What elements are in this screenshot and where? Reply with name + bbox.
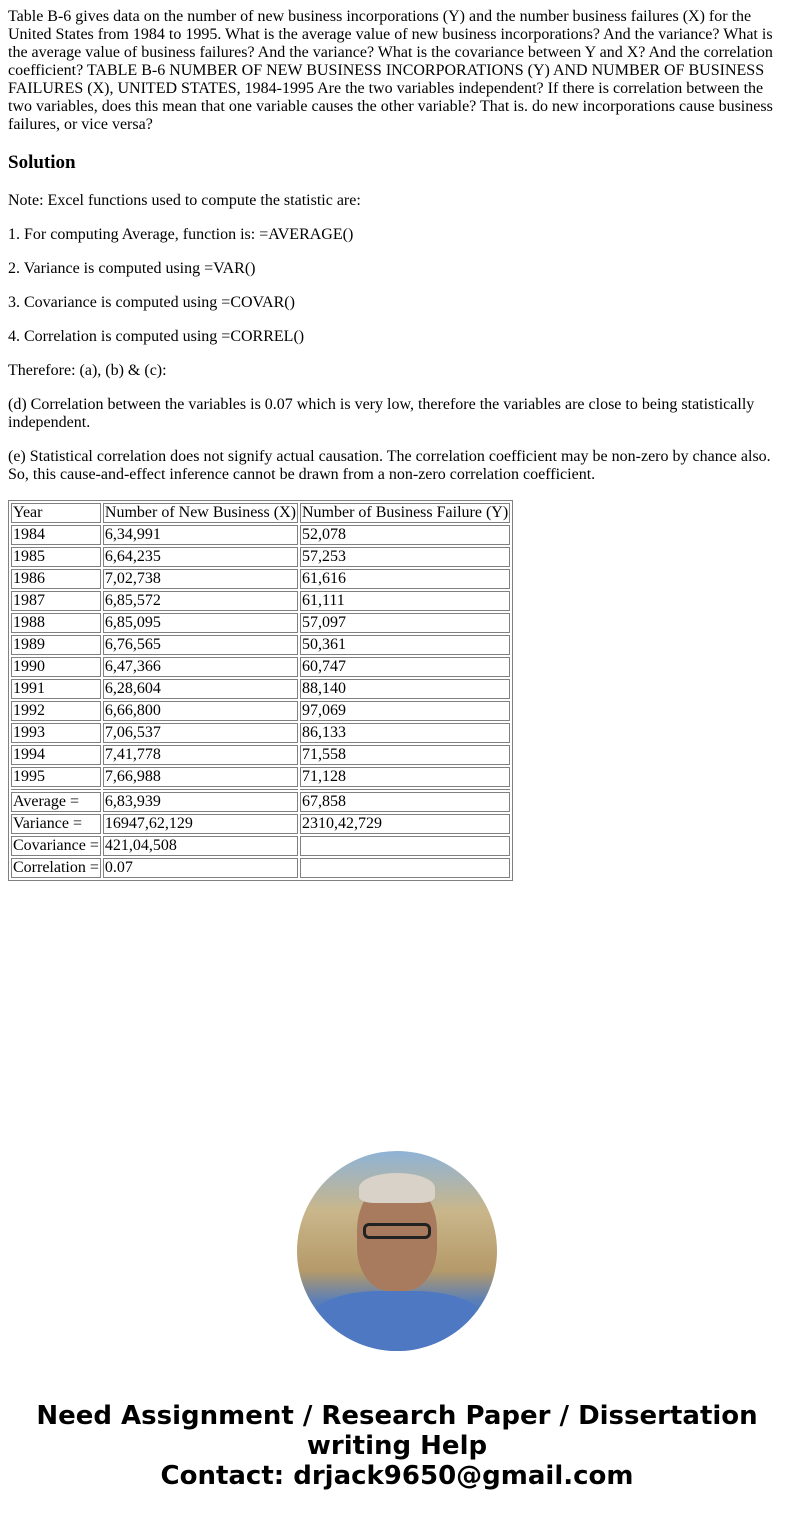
question-text: Table B-6 gives data on the number of new business incorporations (Y) and the number business failures (X) for the United States from 1984 to 1995. What is the average value of new business incorporations? And the variance? What is the average value of business failures? And the variance? What is the covariance between Y and X? And the correlation coefficient? TABLE B-6 NUMBER OF NEW BUSINESS INCORPORATIONS (Y) AND NUMBER OF BUSINESS FAILURES (X), UNITED STATES, 1984-1995 Are the two variables independent? If there is correlation between the two variables, does this mean that one variable causes the other variable? That is. do new incorporations cause business failures, or vice versa?	[8, 8, 773, 133]
table-cell: 61,616	[300, 569, 510, 589]
table-cell: 6,28,604	[103, 679, 298, 699]
table-cell: 50,361	[300, 635, 510, 655]
table-cell: 57,253	[300, 547, 510, 567]
table-cell: 6,85,095	[103, 613, 298, 633]
table-cell: 1989	[11, 635, 101, 655]
solution-heading: Solution	[8, 152, 76, 173]
table-cell: Correlation =	[13, 859, 99, 876]
table-separator	[11, 789, 510, 790]
table-cell: 7,06,537	[103, 723, 298, 743]
table-cell: 6,76,565	[103, 635, 298, 655]
table-cell: Number of Business Failure (Y)	[301, 504, 509, 521]
table-cell: 67,858	[300, 792, 510, 812]
stats-row	[11, 814, 510, 834]
footer-help-text: Need Assignment / Research Paper / Dissertation writing Help	[36, 1401, 758, 1461]
table-cell: 6,34,991	[103, 525, 298, 545]
table-cell: 7,41,778	[103, 745, 298, 765]
table-cell: 71,558	[300, 745, 510, 765]
table-cell: 71,128	[300, 767, 510, 787]
table-cell: 60,747	[300, 657, 510, 677]
table-cell: 52,078	[300, 525, 510, 545]
table-cell: 1985	[11, 547, 101, 567]
table-cell	[300, 836, 510, 856]
solution-paragraph: (e) Statistical correlation does not signify actual causation. The correlation coefficient may be non-zero by chance also. So, this cause-and-effect inference cannot be drawn from a non-zero correlation coefficient.	[8, 448, 771, 483]
table-cell: 0.07	[103, 858, 298, 878]
table-cell: 1995	[11, 767, 101, 787]
table-cell: 6,66,800	[103, 701, 298, 721]
table-row	[11, 547, 510, 567]
data-table	[8, 500, 513, 881]
solution-paragraph: (d) Correlation between the variables is 0.07 which is very low, therefore the variables are close to being statistically independent.	[8, 396, 755, 431]
table-row	[11, 701, 510, 721]
table-row	[11, 591, 510, 611]
table-cell: 97,069	[300, 701, 510, 721]
table-cell: Covariance =	[11, 836, 101, 856]
solution-paragraph: 3. Covariance is computed using =COVAR()	[8, 294, 295, 311]
table-cell: 7,66,988	[103, 767, 298, 787]
table-cell: 88,140	[300, 679, 510, 699]
table-cell: 1986	[11, 569, 101, 589]
table-cell: 1984	[11, 525, 101, 545]
table-cell: 7,02,738	[103, 569, 298, 589]
solution-paragraph: 1. For computing Average, function is: =AVERAGE()	[8, 226, 354, 243]
table-cell: 1994	[11, 745, 101, 765]
table-cell: 16947,62,129	[103, 814, 298, 834]
solution-paragraph: 4. Correlation is computed using =CORREL()	[8, 328, 305, 345]
stats-row	[11, 836, 510, 856]
table-row	[11, 569, 510, 589]
table-row	[11, 525, 510, 545]
table-cell: 1991	[11, 679, 101, 699]
table-row	[11, 745, 510, 765]
footer-contact-text: Contact: drjack9650@gmail.com	[160, 1461, 634, 1491]
table-cell: 6,64,235	[103, 547, 298, 567]
table-cell: Average =	[11, 792, 101, 812]
table-cell: 1992	[11, 701, 101, 721]
table-cell: 61,111	[300, 591, 510, 611]
table-cell: 6,83,939	[103, 792, 298, 812]
solution-paragraph: Therefore: (a), (b) & (c):	[8, 362, 167, 379]
table-cell: Variance =	[11, 814, 101, 834]
table-cell: 1993	[11, 723, 101, 743]
author-photo	[297, 1151, 497, 1351]
table-cell: 6,85,572	[103, 591, 298, 611]
table-row	[11, 723, 510, 743]
table-row	[11, 767, 510, 787]
table-cell	[300, 858, 510, 878]
contact-banner	[8, 1401, 786, 1491]
stats-row	[11, 858, 510, 878]
table-cell: 1987	[11, 591, 101, 611]
table-row	[11, 635, 510, 655]
table-row	[11, 613, 510, 633]
table-cell: 1990	[11, 657, 101, 677]
table-cell: 86,133	[300, 723, 510, 743]
table-cell: 57,097	[300, 613, 510, 633]
table-cell: Number of New Business (X)	[104, 504, 296, 521]
table-cell: 421,04,508	[103, 836, 298, 856]
table-cell: 1988	[11, 613, 101, 633]
solution-paragraph: 2. Variance is computed using =VAR()	[8, 260, 256, 277]
solution-paragraph: Note: Excel functions used to compute the statistic are:	[8, 192, 361, 209]
table-cell: Year	[11, 503, 101, 523]
solution-body	[8, 192, 786, 484]
table-row	[11, 657, 510, 677]
table-cell: 6,47,366	[103, 657, 298, 677]
table-cell: 2310,42,729	[300, 814, 510, 834]
table-header-row	[11, 503, 510, 523]
table-row	[11, 679, 510, 699]
stats-row	[11, 792, 510, 812]
